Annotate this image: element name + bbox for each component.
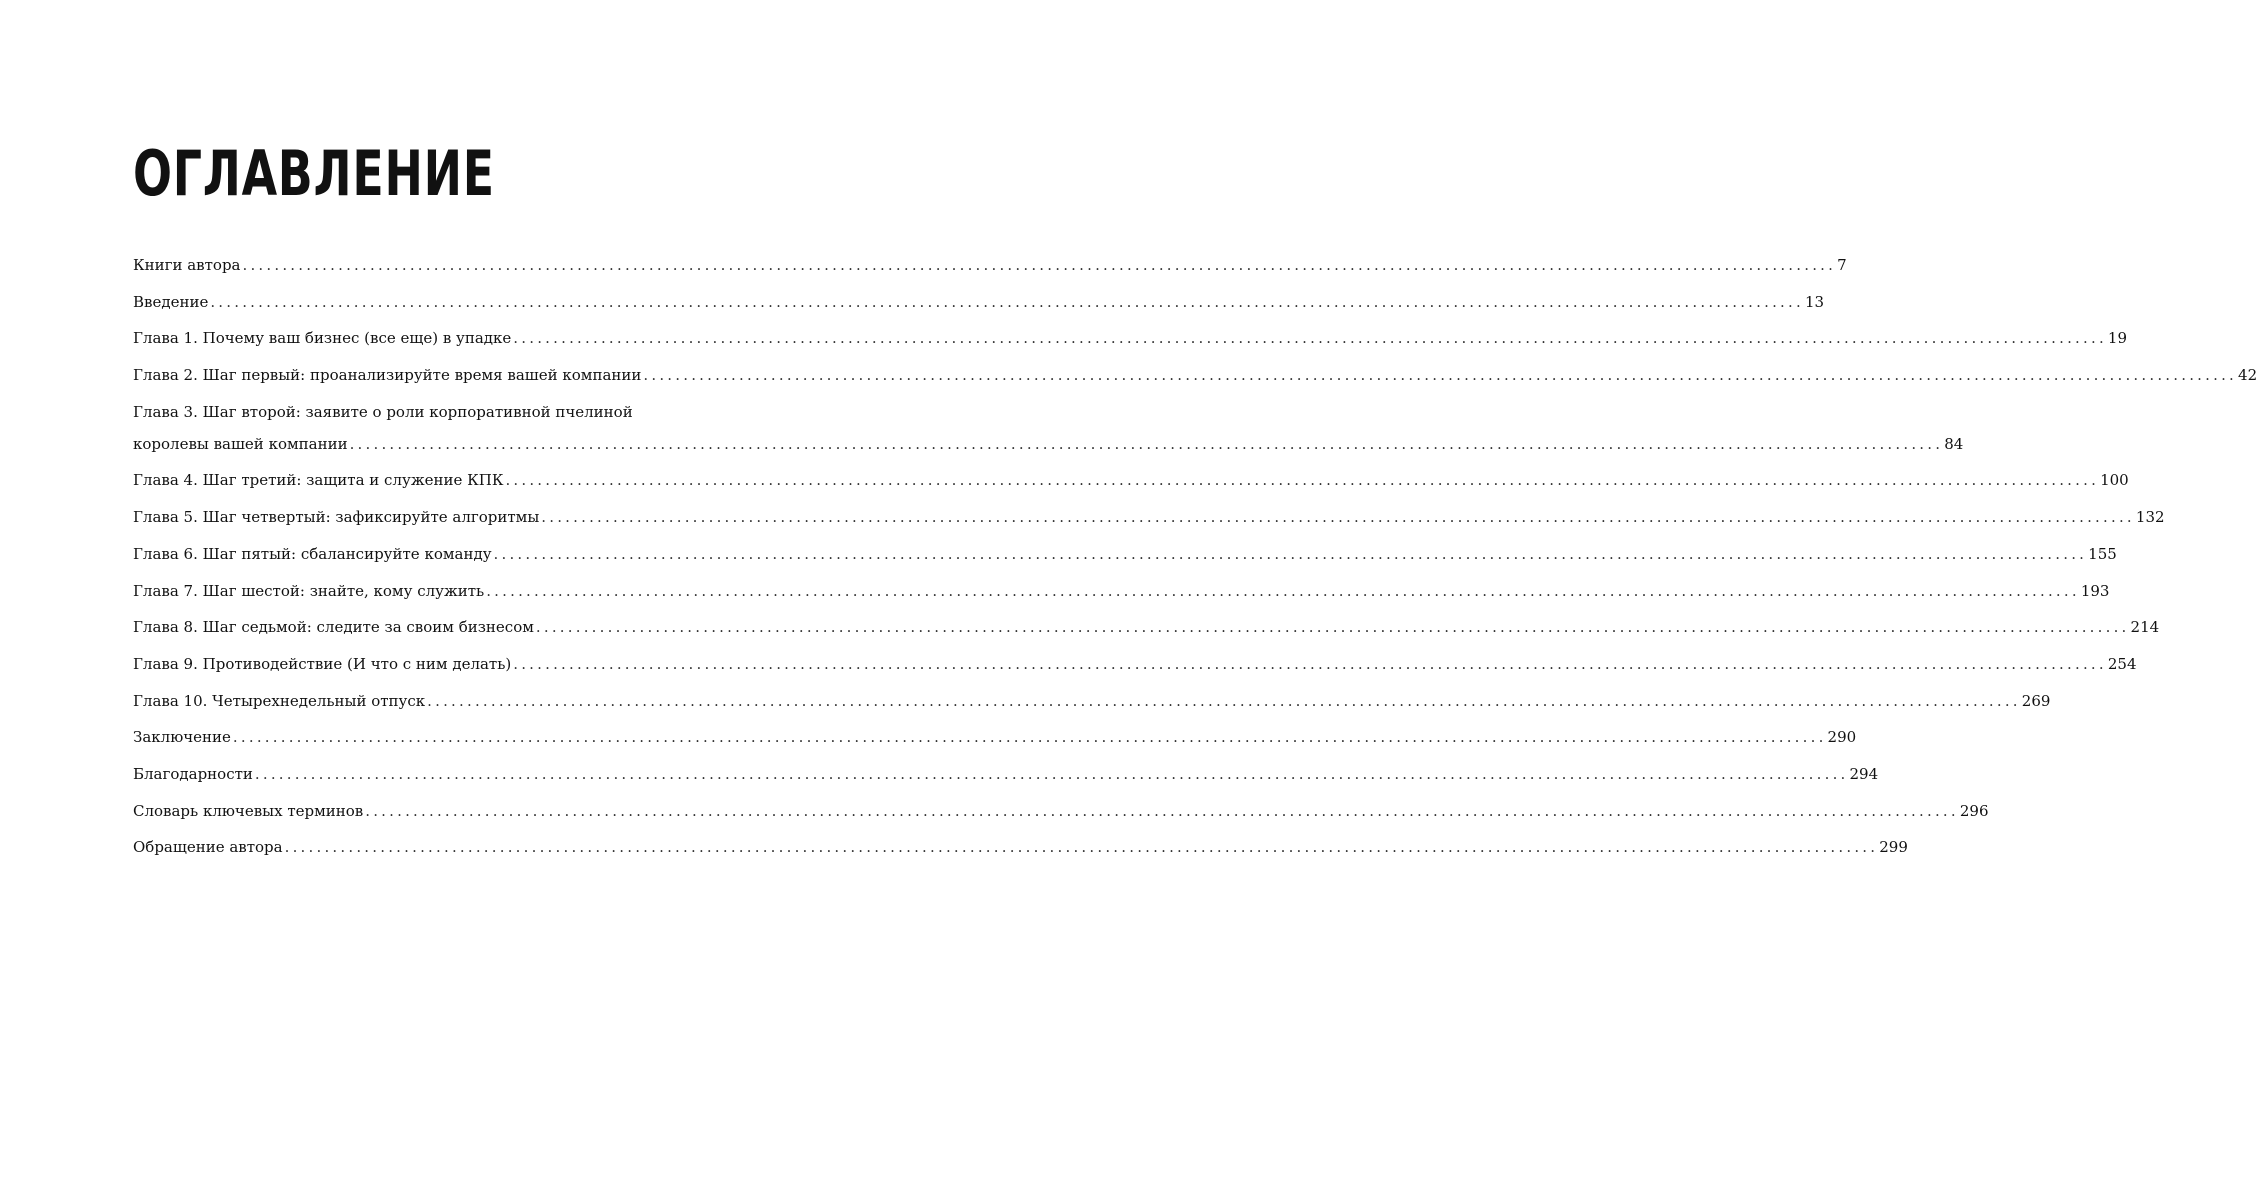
toc-page-number: 155 [2088, 544, 2117, 563]
toc-entry[interactable] [133, 836, 1908, 858]
toc-entry-title: Глава 4. Шаг третий: защита и служение КПК [133, 471, 504, 490]
toc-dot-leader: ........................................................................................................................................................................................................ [427, 691, 2021, 710]
toc-dot-leader: ........................................................................................................................................................................................................ [242, 256, 1837, 274]
toc-entry-line [133, 616, 2160, 638]
toc-page-number: 132 [2135, 508, 2165, 527]
toc-page-number: 193 [2080, 581, 2110, 600]
toc-dot-leader: ........................................................................................................................................................................................................ [535, 618, 2130, 637]
toc-page-number: 13 [1804, 292, 1825, 311]
toc-entry[interactable] [133, 469, 2129, 491]
toc-entry-line [133, 506, 2165, 528]
toc-page-number: 214 [2130, 618, 2160, 637]
toc-page-number: 296 [1959, 801, 1989, 820]
toc-entry[interactable] [133, 364, 2257, 386]
toc-page-number: 290 [1827, 728, 1857, 747]
toc-dot-leader: ........................................................................................................................................................................................................ [254, 764, 1849, 783]
toc-entry[interactable] [133, 763, 1879, 785]
toc-entry-line [133, 690, 2051, 712]
toc-entry-title: Обращение автора [133, 838, 283, 857]
toc-entry-line [133, 726, 1857, 748]
toc-entry-title: Глава 5. Шаг четвертый: зафиксируйте алгоритмы [133, 508, 540, 527]
toc-page-number: 254 [2107, 654, 2137, 673]
toc-dot-leader: ........................................................................................................................................................................................................ [493, 544, 2088, 563]
toc-page-number: 7 [1837, 256, 1847, 274]
toc-dot-leader: ........................................................................................................................................................................................................ [284, 838, 1879, 857]
toc-page-number: 100 [2100, 471, 2129, 490]
toc-entry-title: Книги автора [133, 256, 241, 274]
toc-entry-line [133, 401, 706, 423]
toc-entry[interactable] [133, 726, 1857, 748]
toc-entry[interactable] [133, 506, 2165, 528]
page-title: ОГЛАВЛЕНИЕ [133, 137, 495, 210]
toc-entry[interactable] [133, 690, 2051, 712]
toc-entry[interactable] [133, 580, 2110, 602]
toc-entry[interactable] [133, 254, 1847, 276]
toc-entry-title: Благодарности [133, 764, 253, 783]
toc-entry-title: Глава 10. Четырехнедельный отпуск [133, 691, 426, 710]
toc-dot-leader: ........................................................................................................................................................................................................ [349, 434, 1944, 453]
toc-entry-line [133, 291, 1825, 313]
toc-entry[interactable] [133, 800, 1989, 822]
toc-page-number: 269 [2021, 691, 2051, 710]
toc-dot-leader: ........................................................................................................................................................................................................ [643, 366, 2238, 385]
toc-entry-line [133, 763, 1879, 785]
toc-page-number: 42 [2238, 366, 2257, 385]
toc-entry-line [133, 327, 2128, 349]
toc-dot-leader: ........................................................................................................................................................................................................ [486, 581, 2080, 600]
toc-entry[interactable] [133, 653, 2137, 675]
toc-entry-line [133, 469, 2129, 491]
toc-entry-title: Глава 3. Шаг второй: заявите о роли корпоративной пчелиной [133, 402, 633, 421]
toc-entry-title: Заключение [133, 728, 231, 747]
toc-page-number: 19 [2107, 329, 2128, 348]
toc-entry[interactable] [133, 327, 2128, 349]
toc-dot-leader: ........................................................................................................................................................................................................ [541, 508, 2135, 527]
toc-entry-line [133, 433, 1964, 455]
toc-entry-title: Глава 9. Противодействие (И что с ним делать) [133, 654, 512, 673]
toc-page-number: 84 [1944, 434, 1964, 453]
toc-entry-line [133, 254, 1847, 276]
toc-entry[interactable] [133, 616, 2160, 638]
toc-entry-line [133, 364, 2257, 386]
toc-entry-line [133, 543, 2117, 565]
toc-page-number: 299 [1879, 838, 1908, 857]
toc-entry-title: Введение [133, 292, 209, 311]
toc-entry-title: Глава 1. Почему ваш бизнес (все еще) в упадке [133, 329, 512, 348]
toc-dot-leader: ........................................................................................................................................................................................................ [232, 728, 1827, 747]
toc-dot-leader: ........................................................................................................................................................................................................ [513, 654, 2107, 673]
toc-entry[interactable] [133, 401, 1964, 455]
toc-dot-leader: ........................................................................................................................................................................................................ [210, 292, 1804, 311]
toc-entry-title: Глава 7. Шаг шестой: знайте, кому служить [133, 581, 485, 600]
toc-entry-title: Глава 2. Шаг первый: проанализируйте время вашей компании [133, 366, 642, 385]
toc-entry-title: королевы вашей компании [133, 434, 348, 453]
toc-page-number: 294 [1849, 764, 1879, 783]
toc-entry-line [133, 800, 1989, 822]
toc-entry[interactable] [133, 291, 1825, 313]
toc-entry-title: Глава 8. Шаг седьмой: следите за своим бизнесом [133, 618, 534, 637]
toc-entry-line [133, 653, 2137, 675]
toc-entry[interactable] [133, 543, 2117, 565]
toc-dot-leader: ........................................................................................................................................................................................................ [505, 471, 2100, 490]
table-of-contents [133, 254, 2257, 873]
toc-dot-leader: ........................................................................................................................................................................................................ [513, 329, 2107, 348]
toc-entry-line [133, 580, 2110, 602]
toc-dot-leader: ........................................................................................................................................................................................................ [365, 801, 1959, 820]
toc-entry-line [133, 836, 1908, 858]
toc-entry-title: Глава 6. Шаг пятый: сбалансируйте команду [133, 544, 492, 563]
toc-entry-title: Словарь ключевых терминов [133, 801, 364, 820]
